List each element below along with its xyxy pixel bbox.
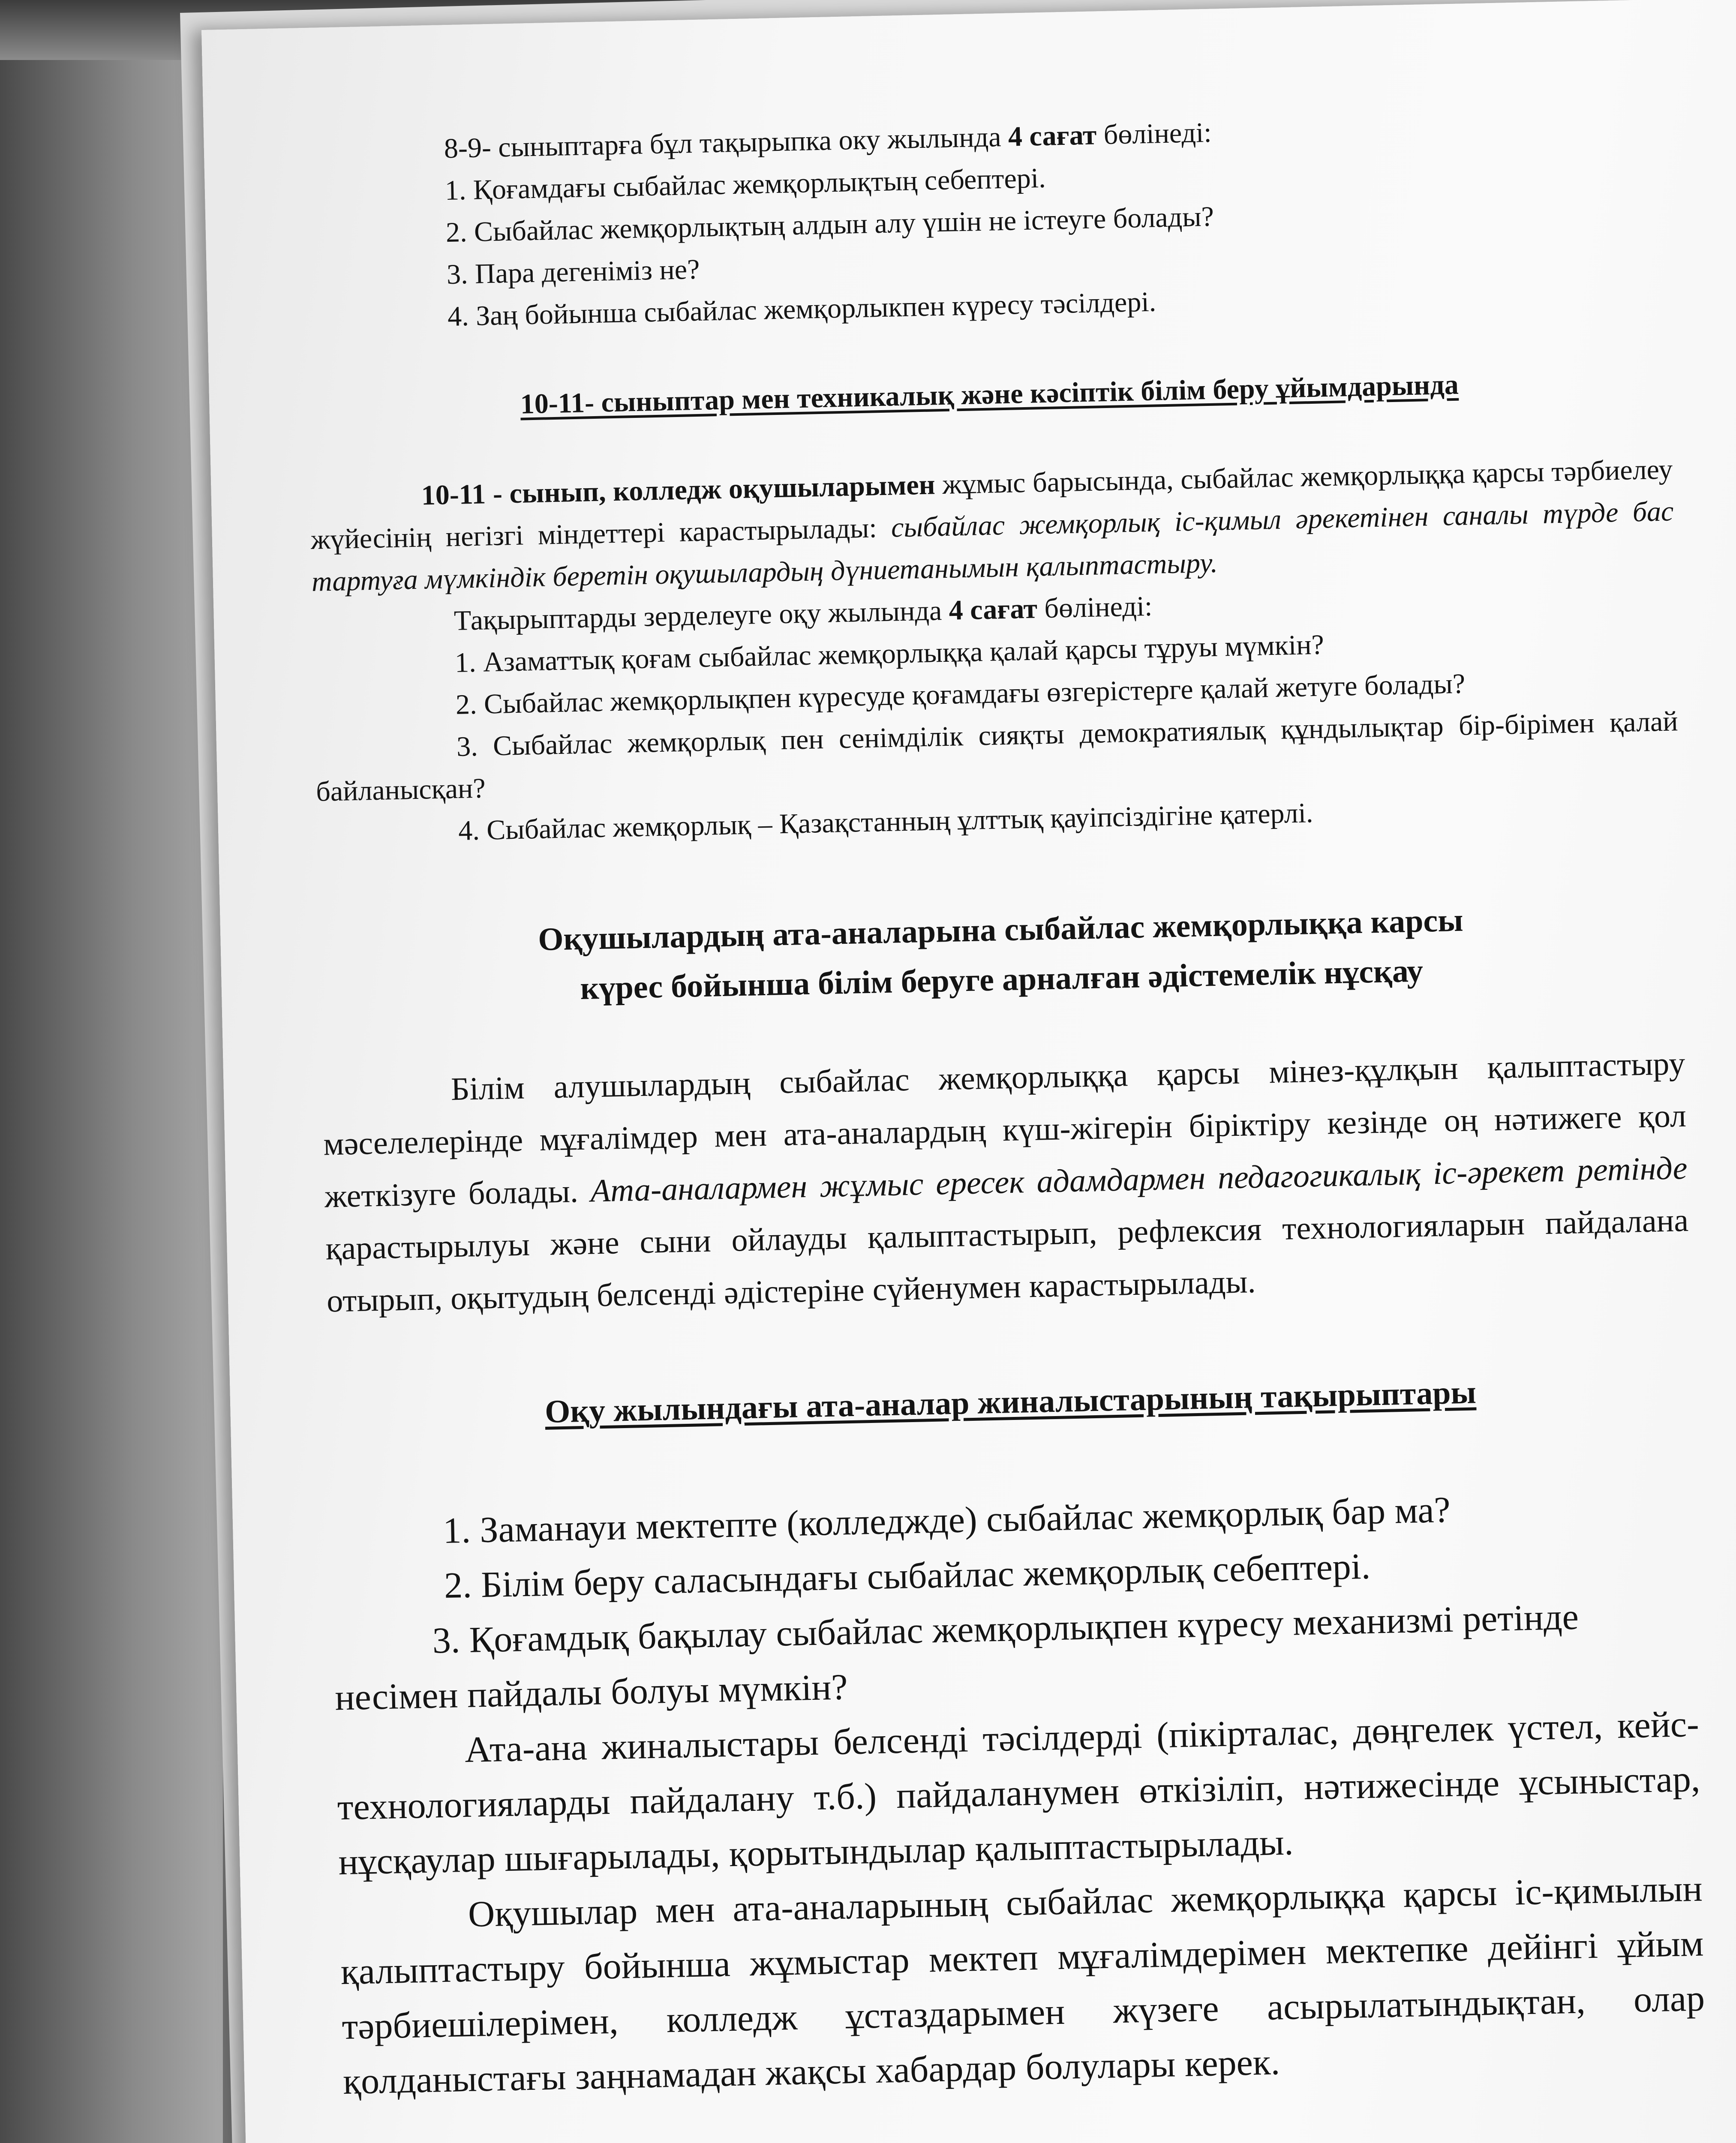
intro-item-1: 1. Қоғамдағы сыбайлас жемқорлықтың себептері. [445,162,1046,207]
intro-item-2: 2. Сыбайлас жемқорлықтың алдын алу үшін не істеуге болады? [445,201,1214,249]
intro-item-3: 3. Пара дегеніміз не? [446,253,700,291]
section-10-11-hours-prefix: Тақырыптарды зерделеуге оқу жылында [454,594,949,636]
section-10-11-heading: 10-11- сыныптар мен техникалық және кәсіптік білім беру ұйымдарында [520,369,1459,420]
intro-line-suffix: бөлінеді: [1096,117,1212,151]
section-10-11-hours-bold: 4 сағат [948,593,1038,626]
parents-paragraph [322,1037,1690,1327]
meetings-item-1: 1. Заманауи мектепте (колледжде) сыбайлас жемқорлық бар ма? [442,1489,1451,1551]
page-content [302,102,1706,2109]
intro-line-bold: 4 сағат [1008,119,1097,153]
intro-item-4: 4. Заң бойынша сыбайлас жемқорлыкпен күресу тәсілдері. [447,286,1156,333]
parents-paragraph-normal: Білім алушылардың сыбайлас жемқорлыққа қарсы мінез-құлқын қалыптастыру мәселелерінде мұғалімдер мен ата-аналардың күш-жігерін біріктіру кезінде оң нәтижеге қол жеткізуге болады. [323,1045,1687,1215]
section-10-11-item-2: 2. Сыбайлас жемқорлықпен күресуде қоғамдағы өзгерістерге қалай жетуге болады? [455,668,1466,720]
meetings-heading: Оқу жылындағы ата-аналар жиналыстарының тақырыптары [544,1374,1477,1430]
section-10-11-item-1: 1. Азаматтық қоғам сыбайлас жемқорлыққа қалай қарсы тұруы мүмкін? [454,629,1325,678]
document-page [201,0,1736,2143]
section-10-11-hours-suffix: бөлінеді: [1037,590,1153,624]
section-10-11-item-3: 3. Сыбайлас жемқорлық пен сенімділік сияқты демократиялық құндылықтар бір-бірімен қалай байланысқан? [315,705,1679,807]
meetings-item-2: 2. Білім беру саласындағы сыбайлас жемқорлық себептері. [444,1545,1371,1606]
parents-heading-line-2: күрес бойынша білім беруге арналған әдістемелік нұсқау [580,952,1424,1006]
meetings-paragraph-1: Ата-ана жиналыстары белсенді тәсілдерді (пікірталас, дөңгелек үстел, кейс-технологияларды пайдалану т.б.) пайдаланумен өткізіліп, нәтижесінде ұсыныстар, нұсқаулар шығарылады, қорытындылар қалыптастырылады. [336,1703,1701,1883]
meetings-paragraph-2: Оқушылар мен ата-аналарының сыбайлас жемқорлыққа қарсы іс-қимылын қалыптастыру бойынша жұмыстар мектеп мұғалімдерімен мектепке дейінгі ұйым тәрбиешілерімен, колледж ұстаздарымен жүзеге асырылатындықтан, олар қолданыстағы заңнамадан жақсы хабардар болулары керек. [340,1867,1705,2102]
parents-paragraph-italic: Ата-аналармен жұмыс ересек адамдармен педагогикалық іс-әрекет ретінде [590,1150,1688,1209]
section-10-11-paragraph-italic: сыбайлас жемқорлық іс-қимыл әрекетінен саналы түрде бас тартуға мүмкіндік беретін оқушылардың дүниетанымын қалыптастыру. [311,495,1674,597]
section-10-11-paragraph-normal: жұмыс барысында, сыбайлас жемқорлыққа қарсы тәрбиелеу жүйесінің негізгі міндеттері карастырылады: [310,453,1673,555]
parents-heading-line-1: Оқушылардың ата-аналарына сыбайлас жемқорлыққа карсы [538,902,1464,958]
section-10-11-item-4: 4. Сыбайлас жемқорлық – Қазақстанның ұлттық қауіпсіздігіне қатерлі. [458,797,1314,846]
meetings-item-3: 3. Қоғамдық бақылау сыбайлас жемқорлықпен күресу механизмі ретінде несімен пайдалы болуы мүмкін? [334,1596,1579,1718]
section-10-11-paragraph-bold: 10-11 - сынып, колледж оқушыларымен [421,469,936,511]
parents-paragraph-tail: қарастырылуы және сыни ойлауды қалыптастырып, рефлексия технологияларын пайдалана отырып, оқытудың белсенді әдістеріне сүйенумен карастырылады. [325,1202,1689,1319]
intro-line-prefix: 8-9- сыныптарға бұл тақырыпка оку жылында [444,121,1009,165]
